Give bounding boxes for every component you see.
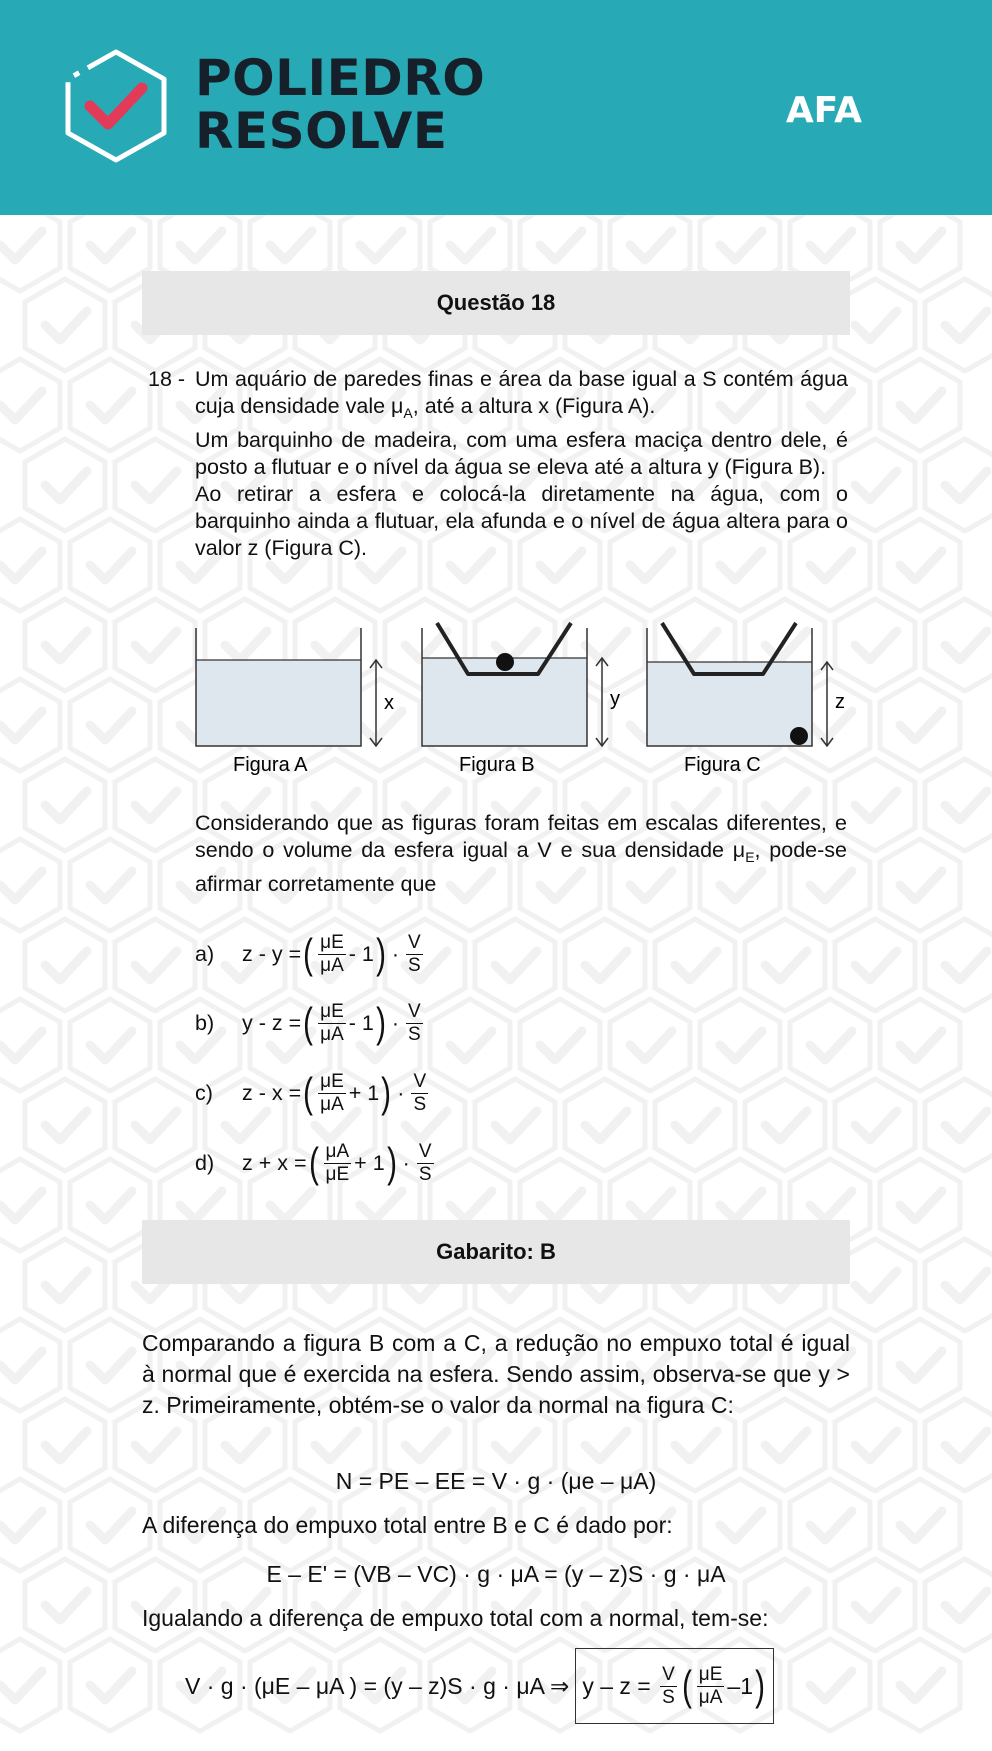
final-answer-box: y – z = $\frac{V}{S}$ ( $\frac{\mu E}{\mu A}$ –1 ) xyxy=(575,1648,774,1724)
option-d[interactable]: d) z + x = ( $\frac{\mu A}{\mu E}$ + 1 ) · $\frac{V}{S}$ xyxy=(195,1139,432,1186)
figure-a xyxy=(196,628,394,776)
solution-intro: Comparando a figura B com a C, a redução no empuxo total é igual à normal que é exercida na esfera. Sendo assim, observa-se que y > z. Primeiramente, obtém-se o valor da normal na figura C: xyxy=(142,1330,850,1418)
option-letter: a) xyxy=(195,941,215,966)
option-c[interactable]: c) z - x = ( $\frac{\mu E}{\mu A}$ + 1 ) · $\frac{V}{S}$ xyxy=(195,1069,427,1116)
exam-name: AFA xyxy=(785,90,862,131)
answer-banner: Gabarito: B xyxy=(142,1220,850,1284)
solution-line-3: Igualando a diferença de empuxo total com a normal, tem-se: xyxy=(142,1605,769,1631)
figure-c-label: Figura C xyxy=(684,754,761,776)
option-b[interactable]: b) y - z = ( $\frac{\mu E}{\mu A}$ - 1 ) · $\frac{V}{S}$ xyxy=(195,999,421,1046)
solution-equation-3: V · g · (μE – μA ) = (y – z)S · g · μA ⇒ y – z = $\frac{V}{S}$ ( $\frac{\mu E}{\mu A}$ –1 ) xyxy=(185,1648,774,1724)
poliedro-check-logo xyxy=(62,48,170,164)
brand-line-1: POLIEDRO xyxy=(195,49,486,107)
figure-b xyxy=(422,623,620,776)
brand-line-2: RESOLVE xyxy=(195,102,448,160)
question-paragraph-2: Um barquinho de madeira, com uma esfera maciça dentro dele, é posto a flutuar e o nível da água se eleva até a altura y (Figura B). xyxy=(195,428,848,479)
question-statement xyxy=(148,366,848,562)
question-number: 18 - xyxy=(148,367,186,391)
brand-name xyxy=(195,49,486,160)
question-paragraph-3: Ao retirar a esfera e colocá-la diretamente na água, com o barquinho ainda a flutuar, ela afunda e o nível de água altera para o valor z (Figura C). xyxy=(195,482,848,560)
height-label-y: y xyxy=(610,688,620,710)
height-label-z: z xyxy=(835,691,845,713)
solution-line-2: A diferença do empuxo total entre B e C é dado por: xyxy=(142,1512,673,1538)
aquarium-figures xyxy=(193,618,853,778)
question-banner: Questão 18 xyxy=(142,271,850,335)
height-label-x: x xyxy=(384,692,394,714)
option-letter: c) xyxy=(195,1080,213,1105)
option-letter: b) xyxy=(195,1010,215,1035)
figure-c xyxy=(647,623,845,776)
solution-equation-2: E – E' = (VB – VC) · g · μA = (y – z)S · g · μA xyxy=(266,1561,726,1587)
question-paragraph-1: Um aquário de paredes finas e área da base igual a S contém água cuja densidade vale $\mu_A$, até a altura x (Figura A). xyxy=(195,367,848,421)
option-letter: d) xyxy=(195,1150,215,1175)
option-a[interactable]: a) z - y = ( $\frac{\mu E}{\mu A}$ - 1 ) · $\frac{V}{S}$ xyxy=(195,930,421,977)
figure-b-label: Figura B xyxy=(459,754,535,776)
question-condition: Considerando que as figuras foram feitas em escalas diferentes, e sendo o volume da esfera igual a V e sua densidade $\mu_E$, pode-se afirmar corretamente que xyxy=(195,811,847,896)
solution-equation-1: N = PE – EE = V · g · (μe – μA) xyxy=(335,1468,657,1494)
figure-a-label: Figura A xyxy=(233,754,308,776)
header-bar xyxy=(0,0,992,215)
